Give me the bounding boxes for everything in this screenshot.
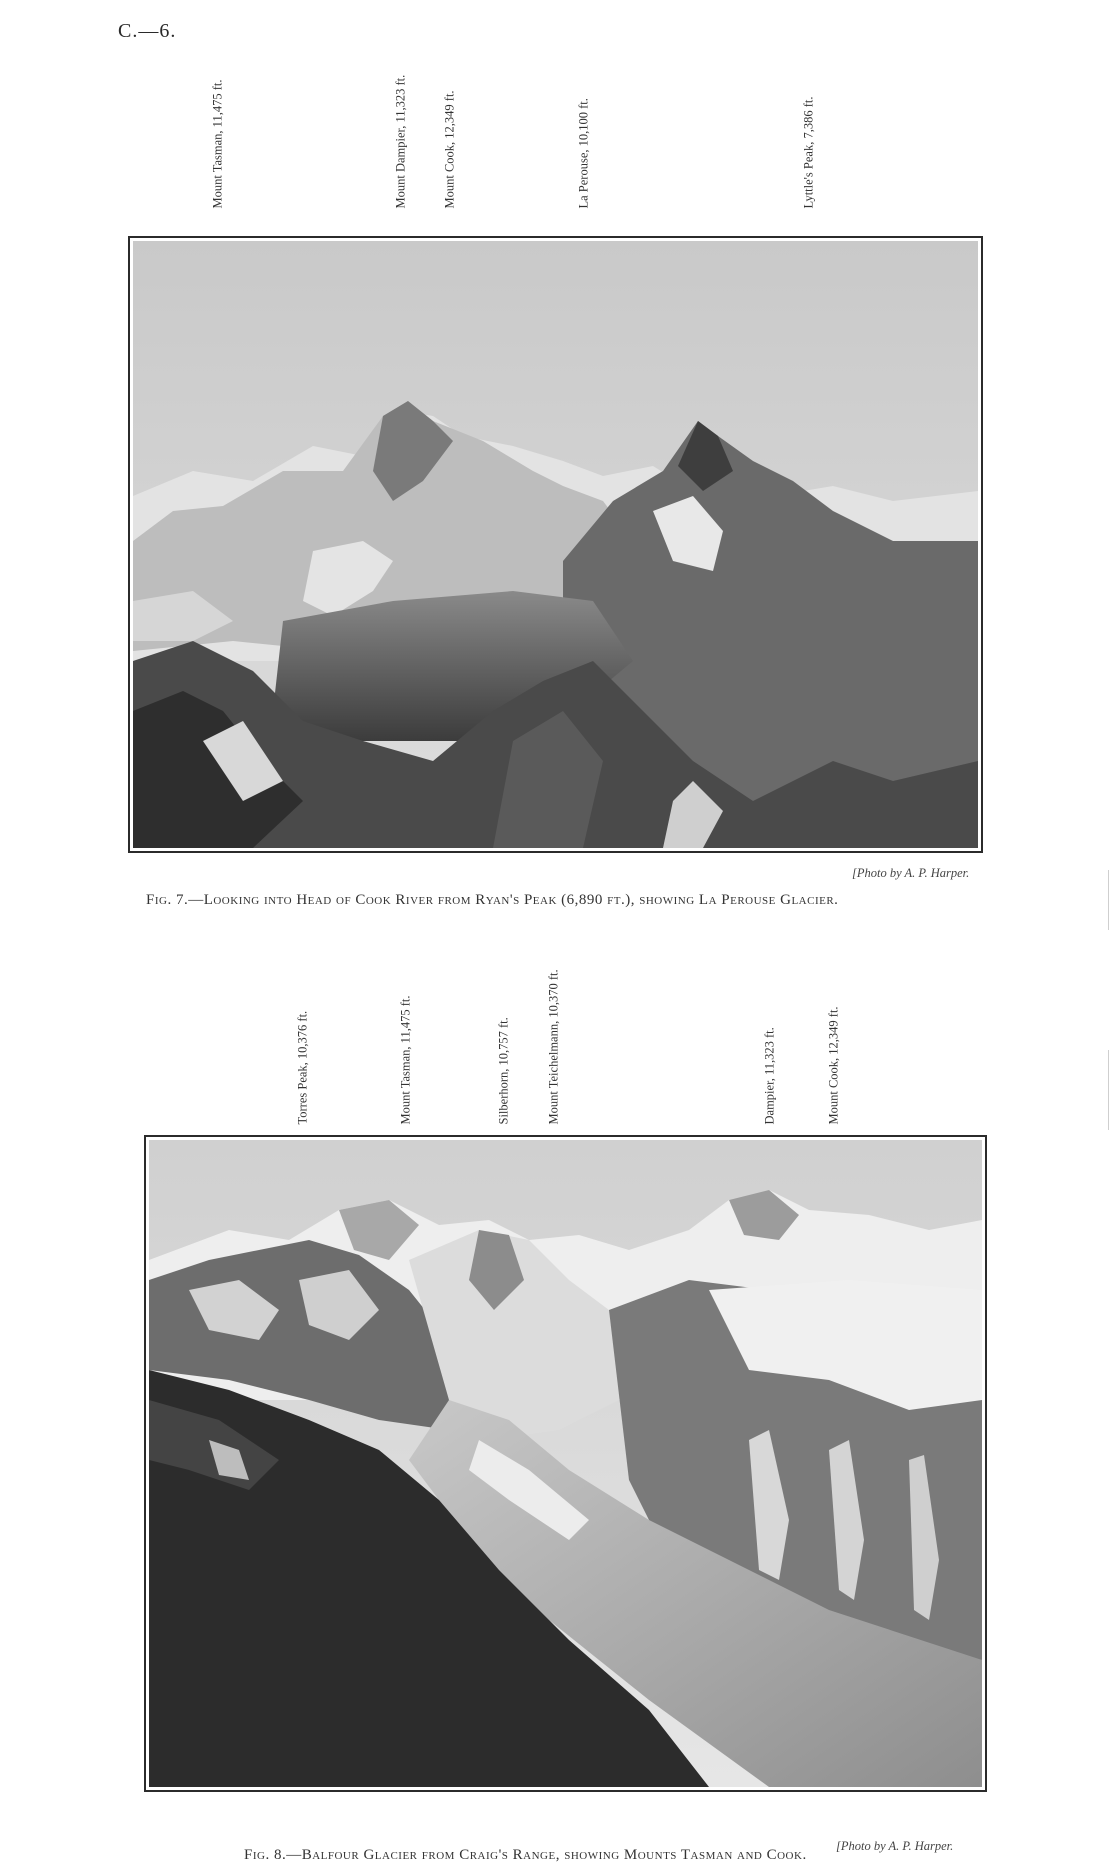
fig7-caption: Fig. 7.—Looking into Head of Cook River from Ryan's Peak (6,890 ft.), showing La Perouse Glacier. xyxy=(146,892,839,908)
fig8-peak-label-dampier: Dampier, 11,323 ft. xyxy=(762,1027,777,1125)
fig7-peak-label-lyttle: Lyttle's Peak, 7,386 ft. xyxy=(801,96,816,209)
scan-margin-mark xyxy=(1108,1050,1109,1130)
scan-margin-mark xyxy=(1108,870,1109,930)
fig8-peak-label-teichelmann: Mount Teichelmann, 10,370 ft. xyxy=(546,969,561,1125)
fig8-peak-label-cook: Mount Cook, 12,349 ft. xyxy=(826,1006,841,1125)
fig8-peak-label-torres: Torres Peak, 10,376 ft. xyxy=(295,1010,310,1125)
page-reference: C.—6. xyxy=(118,20,177,42)
fig7-photograph xyxy=(128,236,983,853)
fig7-peak-label-la-perouse: La Perouse, 10,100 ft. xyxy=(576,98,591,209)
fig8-mountain-scene xyxy=(149,1140,982,1787)
fig7-photo-credit: [Photo by A. P. Harper. xyxy=(852,866,970,880)
fig7-peak-label-dampier: Mount Dampier, 11,323 ft. xyxy=(393,74,408,209)
fig7-mountain-scene xyxy=(133,241,978,848)
fig8-peak-label-tasman: Mount Tasman, 11,475 ft. xyxy=(398,995,413,1125)
fig8-photo-credit: [Photo by A. P. Harper. xyxy=(836,1839,954,1853)
fig8-caption: Fig. 8.—Balfour Glacier from Craig's Range, showing Mounts Tasman and Cook. xyxy=(244,1847,807,1863)
fig8-photograph xyxy=(144,1135,987,1792)
fig7-peak-label-cook: Mount Cook, 12,349 ft. xyxy=(442,90,457,209)
fig8-peak-label-silberhorn: Silberhorn, 10,757 ft. xyxy=(496,1017,511,1125)
fig7-peak-label-tasman: Mount Tasman, 11,475 ft. xyxy=(210,79,225,209)
